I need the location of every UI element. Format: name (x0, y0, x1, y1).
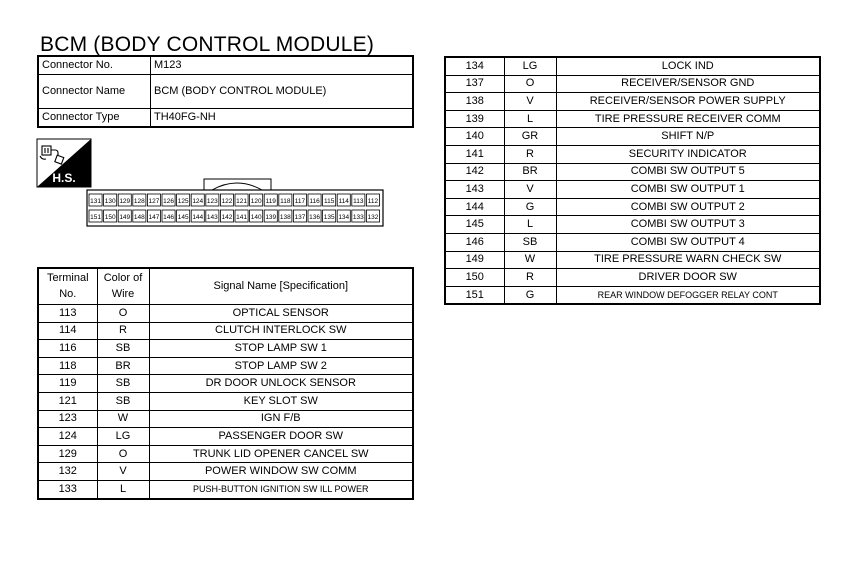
connector-pin-number: 122 (221, 198, 233, 205)
table-row (445, 145, 820, 163)
connector-pin-number: 112 (367, 198, 379, 205)
table-row (38, 445, 413, 463)
terminal-cell: 142 (445, 163, 504, 181)
signal-name-cell: POWER WINDOW SW COMM (149, 463, 413, 481)
signal-name-cell: COMBI SW OUTPUT 1 (556, 181, 820, 199)
connector-name-row (38, 75, 413, 109)
harness-side-icon (36, 138, 92, 188)
table-row (445, 198, 820, 216)
terminal-cell: 137 (445, 75, 504, 93)
signal-name-cell: COMBI SW OUTPUT 3 (556, 216, 820, 234)
signal-name-cell: TIRE PRESSURE WARN CHECK SW (556, 251, 820, 269)
terminal-cell: 113 (38, 305, 97, 323)
connector-pin-number: 121 (236, 198, 247, 205)
wire-color-cell: O (97, 445, 149, 463)
signal-name-cell: TIRE PRESSURE RECEIVER COMM (556, 110, 820, 128)
table-row (445, 269, 820, 287)
terminal-cell: 132 (38, 463, 97, 481)
connector-pin-number: 134 (338, 214, 350, 221)
table-row (38, 428, 413, 446)
terminal-cell: 145 (445, 216, 504, 234)
connector-info-table (37, 55, 414, 128)
terminal-cell: 144 (445, 198, 504, 216)
connector-name-label: Connector Name (38, 75, 151, 109)
wire-color-cell: L (504, 110, 556, 128)
connector-pin-number: 114 (338, 198, 349, 205)
connector-name-value: BCM (BODY CONTROL MODULE) (151, 75, 414, 109)
connector-pin-number: 125 (177, 198, 189, 205)
table-row (38, 392, 413, 410)
signal-name-cell: STOP LAMP SW 2 (149, 357, 413, 375)
wire-color-cell: SB (504, 233, 556, 251)
connector-pin-number: 139 (265, 214, 277, 221)
signal-name-cell: SHIFT N/P (556, 128, 820, 146)
signal-header: Signal Name [Specification] (149, 268, 413, 305)
wire-color-cell: BR (504, 163, 556, 181)
wire-color-cell: R (97, 322, 149, 340)
table-row (38, 410, 413, 428)
terminal-header: Terminal No. (38, 268, 97, 305)
signal-name-cell: KEY SLOT SW (149, 392, 413, 410)
terminal-table-left (37, 267, 414, 500)
connector-pin-number: 116 (309, 198, 320, 205)
table-row (445, 75, 820, 93)
connector-pin-number: 132 (367, 214, 379, 221)
table-row (445, 251, 820, 269)
terminal-cell: 129 (38, 445, 97, 463)
terminal-cell: 139 (445, 110, 504, 128)
page-title: BCM (BODY CONTROL MODULE) (40, 33, 375, 56)
terminal-cell: 140 (445, 128, 504, 146)
terminal-cell: 151 (445, 286, 504, 304)
table-row (38, 375, 413, 393)
wire-color-cell: W (504, 251, 556, 269)
table-row (38, 322, 413, 340)
connector-pin-number: 127 (148, 198, 160, 205)
table-row (38, 480, 413, 498)
terminal-cell: 150 (445, 269, 504, 287)
signal-name-cell: DR DOOR UNLOCK SENSOR (149, 375, 413, 393)
table-row (38, 357, 413, 375)
wire-color-cell: V (504, 93, 556, 111)
connector-pin-number: 130 (104, 198, 116, 205)
signal-name-cell: STOP LAMP SW 1 (149, 340, 413, 358)
table-row (445, 286, 820, 304)
terminal-cell: 114 (38, 322, 97, 340)
wire-color-cell: G (504, 286, 556, 304)
wire-color-cell: V (97, 463, 149, 481)
connector-pin-number: 149 (119, 214, 131, 221)
wire-color-cell: BR (97, 357, 149, 375)
wire-color-cell: L (97, 480, 149, 498)
signal-name-cell: PUSH-BUTTON IGNITION SW ILL POWER (149, 480, 413, 498)
wire-color-cell: SB (97, 392, 149, 410)
wire-color-cell: O (97, 305, 149, 323)
table-header-row (38, 268, 413, 305)
wire-color-cell: O (504, 75, 556, 93)
connector-pin-number: 148 (133, 214, 145, 221)
wire-color-cell: W (97, 410, 149, 428)
terminal-cell: 121 (38, 392, 97, 410)
connector-type-label: Connector Type (38, 109, 151, 128)
connector-pin-number: 120 (250, 198, 262, 205)
wire-color-cell: SB (97, 375, 149, 393)
connector-pin-number: 123 (206, 198, 218, 205)
wire-color-cell: LG (97, 428, 149, 446)
connector-pin-number: 137 (294, 214, 306, 221)
connector-pin-number: 126 (163, 198, 174, 205)
signal-name-cell: REAR WINDOW DEFOGGER RELAY CONT (556, 286, 820, 304)
table-row (445, 163, 820, 181)
signal-name-cell: COMBI SW OUTPUT 2 (556, 198, 820, 216)
connector-pin-number: 133 (352, 214, 364, 221)
terminal-cell: 138 (445, 93, 504, 111)
connector-pin-number: 141 (236, 214, 247, 221)
terminal-cell: 134 (445, 57, 504, 75)
wire-color-cell: SB (97, 340, 149, 358)
color-header: Color of Wire (97, 268, 149, 305)
connector-no-row (38, 56, 413, 75)
terminal-cell: 146 (445, 233, 504, 251)
connector-pin-number: 146 (163, 214, 174, 221)
table-row (445, 110, 820, 128)
wire-color-cell: GR (504, 128, 556, 146)
connector-pin-number: 135 (323, 214, 335, 221)
signal-name-cell: LOCK IND (556, 57, 820, 75)
connector-type-value: TH40FG-NH (151, 109, 414, 128)
connector-pin-number: 118 (280, 198, 291, 205)
connector-face-diagram (86, 176, 384, 228)
connector-pin-number: 140 (250, 214, 262, 221)
connector-pin-number: 115 (323, 198, 335, 205)
connector-pin-number: 124 (192, 198, 204, 205)
connector-pin-number: 145 (177, 214, 189, 221)
terminal-cell: 116 (38, 340, 97, 358)
connector-pin-number: 113 (353, 198, 364, 205)
table-row (38, 463, 413, 481)
table-row (445, 57, 820, 75)
signal-name-cell: DRIVER DOOR SW (556, 269, 820, 287)
connector-pin-number: 142 (221, 214, 233, 221)
connector-pin-number: 151 (90, 214, 101, 221)
wire-color-cell: V (504, 181, 556, 199)
wire-color-cell: R (504, 269, 556, 287)
signal-name-cell: CLUTCH INTERLOCK SW (149, 322, 413, 340)
terminal-cell: 119 (38, 375, 97, 393)
terminal-cell: 149 (445, 251, 504, 269)
table-row (445, 216, 820, 234)
signal-name-cell: TRUNK LID OPENER CANCEL SW (149, 445, 413, 463)
connector-pin-number: 117 (294, 198, 306, 205)
table-row (38, 340, 413, 358)
signal-name-cell: SECURITY INDICATOR (556, 145, 820, 163)
signal-name-cell: OPTICAL SENSOR (149, 305, 413, 323)
connector-pin-number: 136 (309, 214, 320, 221)
terminal-table-right (444, 56, 821, 305)
connector-pin-number: 129 (119, 198, 131, 205)
connector-pin-number: 150 (104, 214, 116, 221)
table-row (38, 305, 413, 323)
table-row (445, 93, 820, 111)
signal-name-cell: COMBI SW OUTPUT 5 (556, 163, 820, 181)
connector-pin-number: 128 (133, 198, 145, 205)
signal-name-cell: COMBI SW OUTPUT 4 (556, 233, 820, 251)
connector-pin-number: 119 (265, 198, 276, 205)
connector-pin-number: 131 (90, 198, 101, 205)
connector-no-value: M123 (151, 56, 414, 75)
terminal-cell: 141 (445, 145, 504, 163)
terminal-cell: 118 (38, 357, 97, 375)
terminal-cell: 123 (38, 410, 97, 428)
table-row (445, 128, 820, 146)
connector-no-label: Connector No. (38, 56, 151, 75)
terminal-cell: 124 (38, 428, 97, 446)
connector-pin-number: 138 (279, 214, 291, 221)
table-row (445, 233, 820, 251)
connector-type-row (38, 109, 413, 128)
terminal-cell: 133 (38, 480, 97, 498)
connector-pin-number: 144 (192, 214, 204, 221)
terminal-cell: 143 (445, 181, 504, 199)
wire-color-cell: R (504, 145, 556, 163)
signal-name-cell: IGN F/B (149, 410, 413, 428)
connector-pin-number: 143 (206, 214, 218, 221)
signal-name-cell: RECEIVER/SENSOR POWER SUPPLY (556, 93, 820, 111)
hs-label: H.S. (52, 171, 76, 185)
table-row (445, 181, 820, 199)
signal-name-cell: PASSENGER DOOR SW (149, 428, 413, 446)
wire-color-cell: LG (504, 57, 556, 75)
connector-pin-number: 147 (148, 214, 160, 221)
signal-name-cell: RECEIVER/SENSOR GND (556, 75, 820, 93)
wire-color-cell: L (504, 216, 556, 234)
wire-color-cell: G (504, 198, 556, 216)
